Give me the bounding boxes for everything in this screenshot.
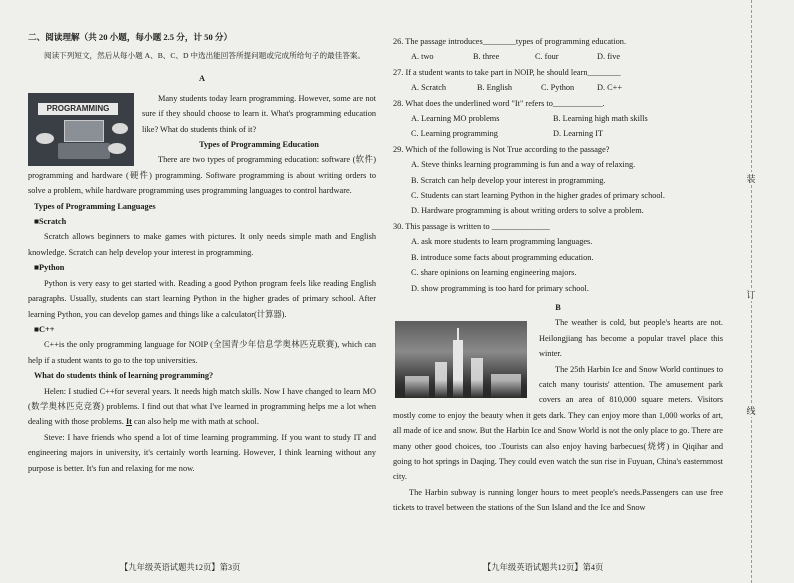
heading-students-think: What do students think of learning programming? <box>34 371 214 381</box>
speech-bubble-icon <box>36 133 54 144</box>
instructions: 阅读下列短文，然后从每小题 A、B、C、D 中选出能回答所提问题或完成所给句子的最佳答案。 <box>44 51 366 61</box>
passage-a-steve: Steve: I have friends who spend a lot of time learning programming. If you want to study IT and engineering majors in university, it's certainly worth learning. However, I think learning without any purpose is better. It's fun and relaxing for me now. <box>28 432 376 473</box>
passage-a-helen <box>28 384 376 430</box>
harbin-ice-snow-image <box>395 321 527 398</box>
underlined-it: It <box>125 417 132 427</box>
heading-types-education: Types of Programming Education <box>199 140 319 150</box>
option: A. ask more students to learn programming languages. <box>411 237 593 247</box>
passage-a-intro: Many students today learn programming. However, some are not sure if they should choose to learn it. What's programming education like? What do students think of it? <box>142 93 376 134</box>
option: C. share opinions on learning engineering majors. <box>411 268 577 278</box>
question-26: 26. The passage introduces________types of programming education. <box>393 37 627 46</box>
option: B. Scratch can help develop your interest in programming. <box>411 175 606 185</box>
option: D. show programming is too hard for primary school. <box>411 283 589 293</box>
option: C. Learning programming <box>411 129 498 139</box>
passage-b-p3: The Harbin subway is running longer hours to meet people's needs.Passengers can use free tickets to travel between the stations of the Sun Island and the Ice and Snow <box>393 487 723 513</box>
option: B. introduce some facts about programming education. <box>411 252 594 262</box>
option: C. four <box>535 52 559 62</box>
option: B. three <box>473 52 500 62</box>
heading-python: ■Python <box>34 263 65 273</box>
passage-a <box>28 91 376 476</box>
heading-cpp: ■C++ <box>34 324 55 334</box>
speech-bubble-icon <box>112 123 128 134</box>
question-27-options <box>393 80 723 95</box>
page-footer-right: 【九年级英语试题共12页】第4页 <box>483 562 604 572</box>
passage-b <box>393 315 723 515</box>
passage-a-scratch: Scratch allows beginners to make games with pictures. It only needs simple math and English knowledge. Scratch can help develop your interest in programming. <box>28 232 376 257</box>
passage-b-p2: The 25th Harbin Ice and Snow World continues to catch many tourists' attention. The amusement park covers an area of 810,000 square meters. Visitors mostly come to enjoy the beauty when it gets dark. They can enjoy more than 1,000 works of art, all made of ice and snow. But the Harbin Ice and Snow World is not the only place to go. There are many other good choices, too .Tourists can also enjoy having barbecues(烧烤) in Qiqihar and going to hot springs in Daqing. They could even watch the sun rise in Fuyuan, China's easternmost city. <box>393 364 723 482</box>
passage-b-letter: B <box>555 302 561 312</box>
option: B. Learning high math skills <box>553 114 648 124</box>
binding-margin <box>742 0 762 583</box>
ground-shadow <box>395 380 527 398</box>
option: A. Steve thinks learning programming is fun and a way of relaxing. <box>411 160 636 170</box>
option: C. Python <box>541 83 575 93</box>
passage-a-python: Python is very easy to get started with. Reading a good Python program feels like reading English paragraphs. Usually, students can start learning Python in the higher grades of primary school. After learning Python, you can develop games and things like a calculator(计算器). <box>28 278 376 319</box>
option: A. Learning MO problems <box>411 114 500 124</box>
option: A. two <box>411 52 434 62</box>
passage-b-p1: The weather is cold, but people's hearts are not. Heilongjiang has become a popular travel place this winter. <box>539 318 723 359</box>
option: C. Students can start learning Python in the higher grades of primary school. <box>411 191 665 201</box>
question-26-options <box>393 49 723 64</box>
heading-scratch: ■Scratch <box>34 217 67 227</box>
passage-a-types: There are two types of programming education: software (软件) programming and hardware (硬件) programming. Software programming is about writing orders to solve a problem, while hardware programming uses programming languages to control hardware. <box>28 155 376 196</box>
option: A. Scratch <box>411 83 447 93</box>
option: D. C++ <box>597 83 623 93</box>
question-28-options <box>393 111 723 126</box>
programming-image <box>28 93 134 166</box>
binding-char: 线 <box>744 404 758 417</box>
option: D. Learning IT <box>553 129 603 139</box>
question-28-options-2 <box>393 126 723 141</box>
binding-char: 订 <box>744 288 758 301</box>
laptop-screen-icon <box>64 120 104 142</box>
helen-text-2: can also help me with math at school. <box>131 417 259 427</box>
passage-a-cpp: C++is the only programming language for NOIP (全国青少年信息学奥林匹克联赛), which can help if a student wants to go to the top universities. <box>28 340 376 365</box>
left-column <box>28 0 376 583</box>
question-28: 28. What does the underlined word "It" refers to____________. <box>393 98 605 108</box>
passage-a-letter: A <box>199 74 205 84</box>
question-27: 27. If a student wants to take part in NOIP, he should learn________ <box>393 67 621 77</box>
right-column <box>393 0 723 583</box>
option: D. Hardware programming is about writing orders to solve a problem. <box>411 206 644 216</box>
question-30: 30. This passage is written to ______________ <box>393 221 550 231</box>
programming-image-label: PROGRAMMING <box>38 103 118 115</box>
questions <box>393 34 723 296</box>
binding-char: 装 <box>744 172 758 185</box>
section-header: 二、阅读理解（共 20 小题，每小题 2.5 分，计 50 分） <box>28 32 233 42</box>
option: D. five <box>597 52 621 62</box>
speech-bubble-icon <box>108 143 126 154</box>
option: B. English <box>477 83 513 93</box>
question-29: 29. Which of the following is Not True according to the passage? <box>393 144 610 154</box>
heading-types-languages: Types of Programming Languages <box>34 201 156 211</box>
page-footer-left: 【九年级英语试题共12页】第3页 <box>120 562 241 572</box>
helen-text-1: Helen: I studied C++for several years. It needs high match skills. Now I have changed to learn MO (数学奥林匹克竞赛) problems. I find out that what I've learned in programming helps me a lot when dealing with those problems. <box>28 386 376 427</box>
keyboard-icon <box>58 143 110 159</box>
